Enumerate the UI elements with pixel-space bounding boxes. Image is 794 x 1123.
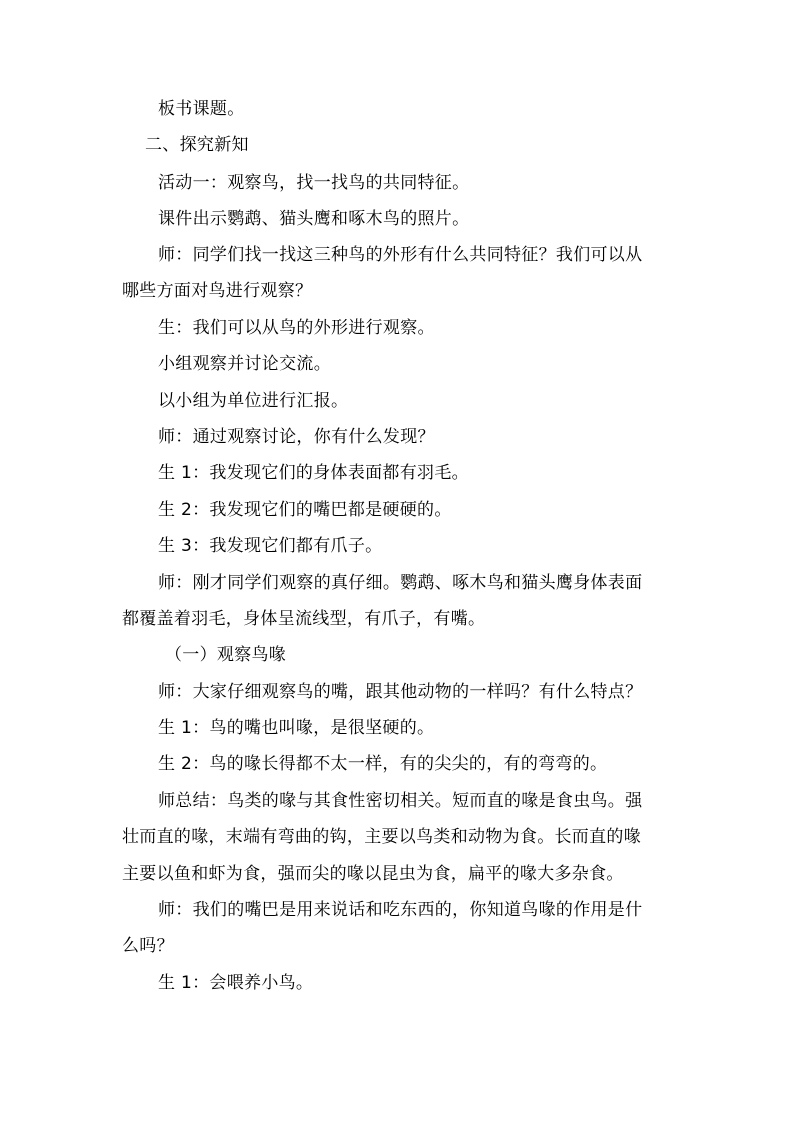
paragraph-line: 生 2：鸟的喙长得都不太一样，有的尖尖的，有的弯弯的。 [158, 754, 608, 774]
paragraph-line: 师：通过观察讨论，你有什么发现？ [158, 427, 435, 447]
paragraph-line: 生：我们可以从鸟的外形进行观察。 [158, 318, 435, 338]
paragraph-line: 以小组为单位进行汇报。 [158, 391, 349, 411]
paragraph-line: 主要以鱼和虾为食，强而尖的喙以昆虫为食，扁平的喙大多杂食。 [122, 864, 624, 884]
subsection-heading: （一）观察鸟喙 [165, 645, 287, 665]
paragraph-line: 师总结：鸟类的喙与其食性密切相关。短而直的喙是食虫鸟。强 [158, 791, 643, 811]
paragraph-line: 壮而直的喙，末端有弯曲的钩，主要以鸟类和动物为食。长而直的喙 [122, 827, 641, 847]
paragraph-line: 课件出示鹦鹉、猫头鹰和啄木鸟的照片。 [158, 209, 470, 229]
paragraph-line: 生 1：鸟的嘴也叫喙，是很坚硬的。 [158, 718, 435, 738]
paragraph-line: 师：我们的嘴巴是用来说话和吃东西的，你知道鸟喙的作用是什 [158, 900, 643, 920]
paragraph-line: 小组观察并讨论交流。 [158, 354, 331, 374]
paragraph-line: 生 2：我发现它们的嘴巴都是硬硬的。 [158, 500, 452, 520]
paragraph-line: 师：大家仔细观察鸟的嘴，跟其他动物的一样吗？有什么特点？ [158, 682, 643, 702]
section-heading: 二、探究新知 [145, 135, 249, 155]
paragraph-line: 板书课题。 [158, 99, 245, 119]
paragraph-line: 师：刚才同学们观察的真仔细。鹦鹉、啄木鸟和猫头鹰身体表面 [158, 573, 643, 593]
paragraph-line: 生 1：会喂养小鸟。 [158, 973, 314, 993]
paragraph-line: 都覆盖着羽毛，身体呈流线型，有爪子，有嘴。 [122, 609, 486, 629]
paragraph-line: 哪些方面对鸟进行观察？ [122, 281, 313, 301]
paragraph-line: 师：同学们找一找这三种鸟的外形有什么共同特征？我们可以从 [158, 245, 643, 265]
paragraph-line: 么吗？ [122, 936, 174, 956]
paragraph-line: 生 1：我发现它们的身体表面都有羽毛。 [158, 463, 469, 483]
paragraph-line: 生 3：我发现它们都有爪子。 [158, 536, 383, 556]
paragraph-line: 活动一：观察鸟，找一找鸟的共同特征。 [158, 173, 470, 193]
